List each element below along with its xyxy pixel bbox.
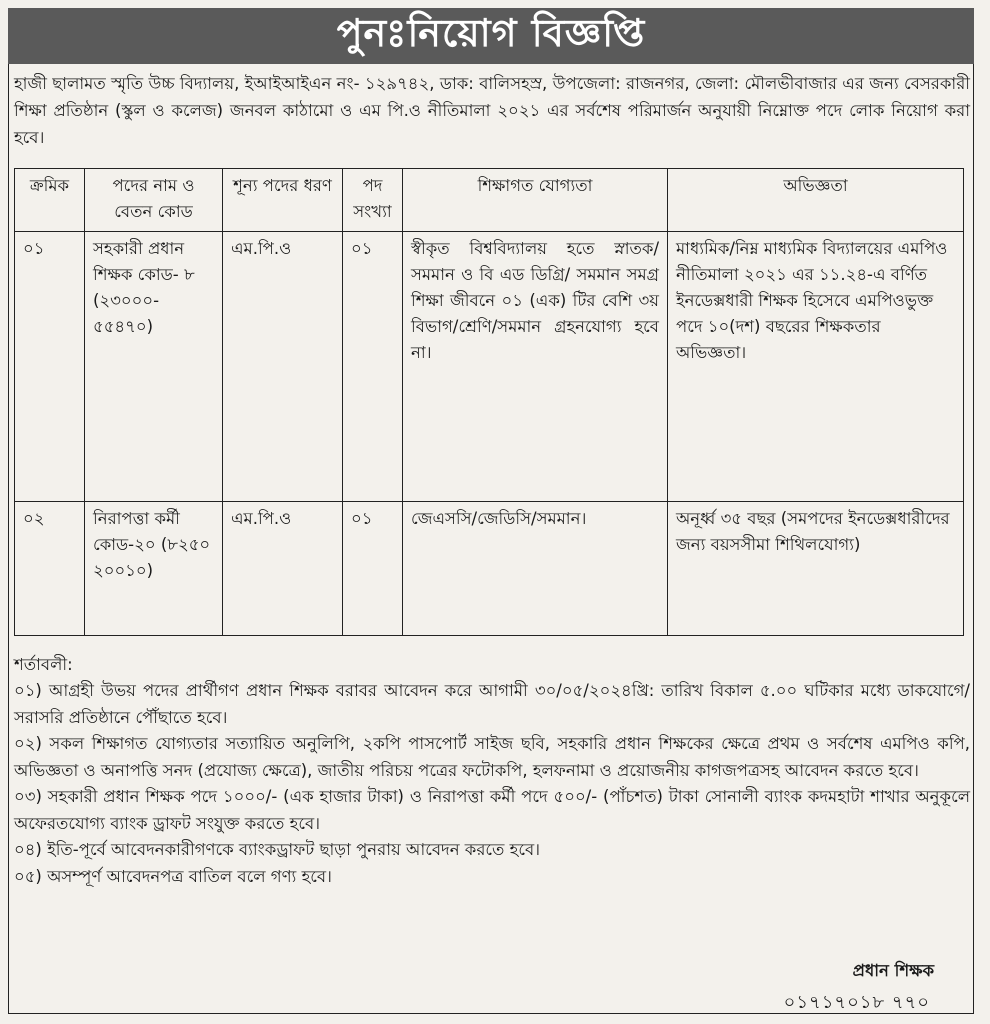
condition-item: ০৪) ইতি-পূর্বে আবেদনকারীগণকে ব্যাংকড্রাফট ছাড়া পুনরায় আবেদন করতে হবে। (14, 840, 541, 859)
header-experience: অভিজ্ঞতা (668, 169, 964, 232)
table-header-row (15, 169, 964, 232)
table-row (15, 502, 964, 636)
condition-item: ০৩) সহকারী প্রধান শিক্ষক পদে ১০০০/- (এক হাজার টাকা) ও নিরাপত্তা কর্মী পদে ৫০০/- (পাঁচশত) টাকা সোনালী ব্যাংক কদমহাটা শাখার অনুকূলে অফেরতযোগ্য ব্যাংক ড্রাফট সংযুক্ত করতে হবে। (14, 787, 970, 833)
conditions-title: শর্তাবলী: (14, 655, 73, 674)
cell-count: ০১ (343, 502, 403, 636)
condition-item: ০২) সকল শিক্ষাগত যোগ্যতার সত্যায়িত অনুলিপি, ২কপি পাসপোর্ট সাইজ ছবি, সহকারি প্রধান শিক্ষকের ক্ষেত্রে প্রথম ও সর্বশেষ এমপিও কপি, অভিজ্ঞতা ও অনাপত্তি সনদ (প্রযোজ্য ক্ষেত্রে), জাতীয় পরিচয় পত্রের ফটোকপি, হলফনামা ও প্রয়োজনীয় কাগজপত্রসহ আবেদন করতে হবে। (14, 734, 970, 780)
condition-item: ০৫) অসম্পূর্ণ আবেদনপত্র বাতিল বলে গণ্য হবে। (14, 866, 332, 886)
cell-type: এম.পি.ও (223, 502, 343, 636)
condition-item: ০১) আগ্রহী উভয় পদের প্রার্থীগণ প্রধান শিক্ষক বরাবর আবেদন করে আগামী ৩০/০৫/২০২৪খ্রি: তারিখ বিকাল ৫.০০ ঘটিকার মধ্যে ডাকযোগে/সরাসরি প্রতিষ্ঠানে পৌঁছাতে হবে। (14, 681, 970, 727)
header-serial: ক্রমিক (15, 169, 85, 232)
contact-phone: ০১৭১৭০১৮ ৭৭০ (783, 992, 930, 1013)
cell-qualification: জেএসসি/জেডিসি/সমমান। (403, 502, 668, 636)
intro-paragraph: হাজী ছালামত স্মৃতি উচ্চ বিদ্যালয়, ইআইআইএন নং- ১২৯৭৪২, ডাক: বালিসহস্র, উপজেলা: রাজনগর, জেলা: মৌলভীবাজার এর জন্য বেসরকারী শিক্ষা প্রতিষ্ঠান (স্কুল ও কলেজ) জনবল কাঠামো ও এম পি.ও নীতিমালা ২০২১ এর সর্বশেষ পরিমার্জন অনুযায়ী নিম্নোক্ত পদে লোক নিয়োগ করা হবে। (14, 74, 970, 147)
header-post: পদের নাম ও বেতন কোড (85, 169, 223, 232)
cell-post: নিরাপত্তা কর্মী কোড-২০ (৮২৫০ ২০০১০) (85, 502, 223, 636)
notice-title: পুনঃনিয়োগ বিজ্ঞপ্তি (8, 8, 974, 64)
header-count: পদ সংখ্যা (343, 169, 403, 232)
header-qualification: শিক্ষাগত যোগ্যতা (403, 169, 668, 232)
posts-table (14, 168, 964, 636)
table-row (15, 232, 964, 502)
cell-count: ০১ (343, 232, 403, 502)
signature-title: প্রধান শিক্ষক (852, 961, 934, 980)
conditions-list (14, 678, 970, 890)
cell-experience: মাধ্যমিক/নিম্ন মাধ্যমিক বিদ্যালয়ের এমপিও নীতিমালা ২০২১ এর ১১.২৪-এ বর্ণিত ইনডেক্সধারী শিক্ষক হিসেবে এমপিওভুক্ত পদে ১০(দশ) বছরের শিক্ষকতার অভিজ্ঞতা। (668, 232, 964, 502)
header-type: শূন্য পদের ধরণ (223, 169, 343, 232)
cell-qualification: স্বীকৃত বিশ্ববিদ্যালয় হতে স্নাতক/সমমান ও বি এড ডিগ্রি/ সমমান সমগ্র শিক্ষা জীবনে ০১ (এক) টির বেশি ৩য় বিভাগ/শ্রেণি/সমমান গ্রহনযোগ্য হবে না। (403, 232, 668, 502)
cell-post: সহকারী প্রধান শিক্ষক কোড- ৮ (২৩০০০- ৫৫৪৭০) (85, 232, 223, 502)
cell-serial: ০১ (15, 232, 85, 502)
cell-type: এম.পি.ও (223, 232, 343, 502)
cell-experience: অনূর্ধ্ব ৩৫ বছর (সমপদের ইনডেক্সধারীদের জন্য বয়সসীমা শিথিলযোগ্য) (668, 502, 964, 636)
cell-serial: ০২ (15, 502, 85, 636)
